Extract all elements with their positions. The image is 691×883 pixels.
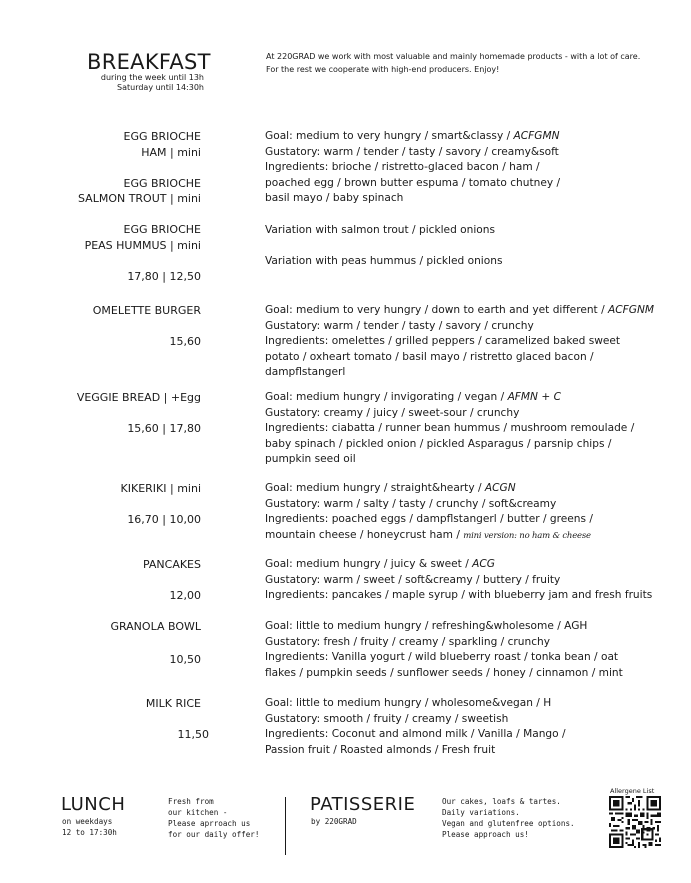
description-line: Gustatory: creamy / juicy / sweet-sour / crunchy xyxy=(265,406,520,419)
item-description xyxy=(265,557,652,604)
description-line: pumpkin seed oil xyxy=(265,453,356,465)
description-line: Gustatory: warm / salty / tasty / crunchy / soft&creamy xyxy=(265,497,557,510)
description-line: potato / oxheart tomato / basil mayo / ristretto glaced bacon / xyxy=(265,350,594,363)
lunch-days: on weekdays xyxy=(62,817,113,826)
item-variant: PEAS HUMMUS | mini xyxy=(84,239,201,252)
description-line: mountain cheese / honeycrust ham / mini version: no ham & cheese xyxy=(265,528,591,541)
allergen-codes: ACFGMN xyxy=(513,130,560,142)
description-line: poached egg / brown butter espuma / tomato chutney / xyxy=(265,176,561,189)
goal-line: Goal: medium to very hungry / smart&classy / ACFGMN xyxy=(265,130,560,142)
description-line: baby spinach / pickled onion / pickled Asparagus / parsnip chips / xyxy=(265,437,612,450)
description-line: Gustatory: warm / sweet / soft&creamy / buttery / fruity xyxy=(265,573,561,586)
allergen-codes: AFMN + C xyxy=(507,391,561,403)
goal-line: Goal: little to medium hungry / refreshing&wholesome / AGH xyxy=(265,620,588,632)
lunch-info-line: for our daily offer! xyxy=(168,830,260,839)
item-description xyxy=(265,129,560,207)
patisserie-info xyxy=(442,796,575,840)
allergen-codes: ACFGNM xyxy=(608,304,655,316)
item-variant: SALMON TROUT | mini xyxy=(77,192,201,205)
variation-line: Variation with peas hummus / pickled onions xyxy=(265,255,503,267)
description-line: Gustatory: warm / tender / tasty / savory / crunchy xyxy=(265,319,534,332)
item-price: 12,00 xyxy=(169,589,201,602)
patisserie-info-line: Please approach us! xyxy=(442,830,529,839)
hours-saturday: Saturday until 14:30h xyxy=(117,83,204,92)
description-line: Ingredients: pancakes / maple syrup / with blueberry jam and fresh fruits xyxy=(265,589,653,601)
item-name: EGG BRIOCHE xyxy=(123,223,201,236)
description-line: Gustatory: smooth / fruity / creamy / sweetish xyxy=(265,712,509,725)
item-name: OMELETTE BURGER xyxy=(92,304,201,317)
item-description xyxy=(265,481,593,544)
patisserie-title: PATISSERIE xyxy=(310,794,416,815)
description-line: basil mayo / baby spinach xyxy=(265,192,404,204)
menu-title: BREAKFAST xyxy=(87,50,211,74)
allergene-list-label: Allergene List xyxy=(610,787,655,795)
description-line: dampflstangerl xyxy=(265,366,346,378)
item-name: KIKERIKI | mini xyxy=(120,482,201,495)
mini-version-note: mini version: no ham & cheese xyxy=(463,530,591,541)
item-description xyxy=(265,390,634,468)
description-line: Ingredients: Vanilla yogurt / wild blueberry roast / tonka bean / oat xyxy=(265,651,619,663)
description-line: Ingredients: poached eggs / dampflstangerl / butter / greens / xyxy=(265,513,593,525)
lunch-title: LUNCH xyxy=(61,794,126,815)
item-name: EGG BRIOCHE xyxy=(123,177,201,190)
item-price: 16,70 | 10,00 xyxy=(127,513,201,526)
lunch-info-line: Please aprroach us xyxy=(168,819,251,828)
description-line: flakes / pumpkin seeds / sunflower seeds / honey / cinnamon / mint xyxy=(265,666,623,679)
item-description xyxy=(265,619,623,681)
item-name: VEGGIE BREAD | +Egg xyxy=(76,391,201,404)
description-line: Ingredients: ciabatta / runner bean hummus / mushroom remoulade / xyxy=(265,422,635,434)
goal-line: Goal: little to medium hungry / wholesome&vegan / H xyxy=(265,697,552,709)
lunch-hours: 12 to 17:30h xyxy=(62,828,117,837)
item-name: MILK RICE xyxy=(145,697,201,710)
description-line: Gustatory: fresh / fruity / creamy / sparkling / crunchy xyxy=(265,635,551,648)
item-description xyxy=(265,303,654,381)
variation-line: Variation with salmon trout / pickled onions xyxy=(265,224,496,236)
description-line: Ingredients: omelettes / grilled peppers / caramelized baked sweet xyxy=(265,335,621,347)
lunch-info-line: our kitchen - xyxy=(168,808,228,817)
goal-line: Goal: medium hungry / straight&hearty / ACGN xyxy=(265,482,516,494)
patisserie-info-line: Our cakes, loafs & tartes. xyxy=(442,797,561,806)
allergene-qr-code[interactable] xyxy=(609,796,661,848)
hours-weekday: during the week until 13h xyxy=(100,73,204,82)
item-price: 11,50 xyxy=(177,728,209,741)
footer-divider xyxy=(285,797,286,855)
item-name: PANCAKES xyxy=(142,558,201,571)
item-price: 17,80 | 12,50 xyxy=(127,270,201,283)
item-price: 10,50 xyxy=(169,653,201,666)
description-line: Ingredients: brioche / ristretto-glaced bacon / ham / xyxy=(265,161,540,173)
item-name: GRANOLA BOWL xyxy=(110,620,201,633)
allergen-codes: ACGN xyxy=(484,482,516,494)
description-line: Ingredients: Coconut and almond milk / Vanilla / Mango / xyxy=(265,728,566,740)
item-name: EGG BRIOCHE xyxy=(123,130,201,143)
patisserie-info-line: Daily variations. xyxy=(442,808,520,817)
goal-line: Goal: medium hungry / juicy & sweet / ACG xyxy=(265,558,495,570)
goal-line: Goal: medium to very hungry / down to earth and yet different / ACFGNM xyxy=(265,304,655,316)
lunch-info xyxy=(168,796,259,840)
allergen-codes: ACG xyxy=(472,558,495,570)
intro-line: For the rest we cooperate with high-end producers. Enjoy! xyxy=(266,65,500,74)
item-variant: HAM | mini xyxy=(141,146,201,159)
lunch-info-line: Fresh from xyxy=(168,797,214,806)
item-price: 15,60 xyxy=(169,335,201,348)
intro-line: At 220GRAD we work with most valuable and mainly homemade products - with a lot of care. xyxy=(266,52,641,61)
item-description xyxy=(265,696,566,758)
description-line: Gustatory: warm / tender / tasty / savory / creamy&soft xyxy=(265,145,559,158)
intro-text xyxy=(266,50,640,76)
description-line: Passion fruit / Roasted almonds / Fresh fruit xyxy=(265,743,496,756)
item-price: 15,60 | 17,80 xyxy=(127,422,201,435)
goal-line: Goal: medium hungry / invigorating / vegan / AFMN + C xyxy=(265,391,561,403)
patisserie-sub: by 220GRAD xyxy=(311,817,357,826)
patisserie-info-line: Vegan and glutenfree options. xyxy=(442,819,575,828)
